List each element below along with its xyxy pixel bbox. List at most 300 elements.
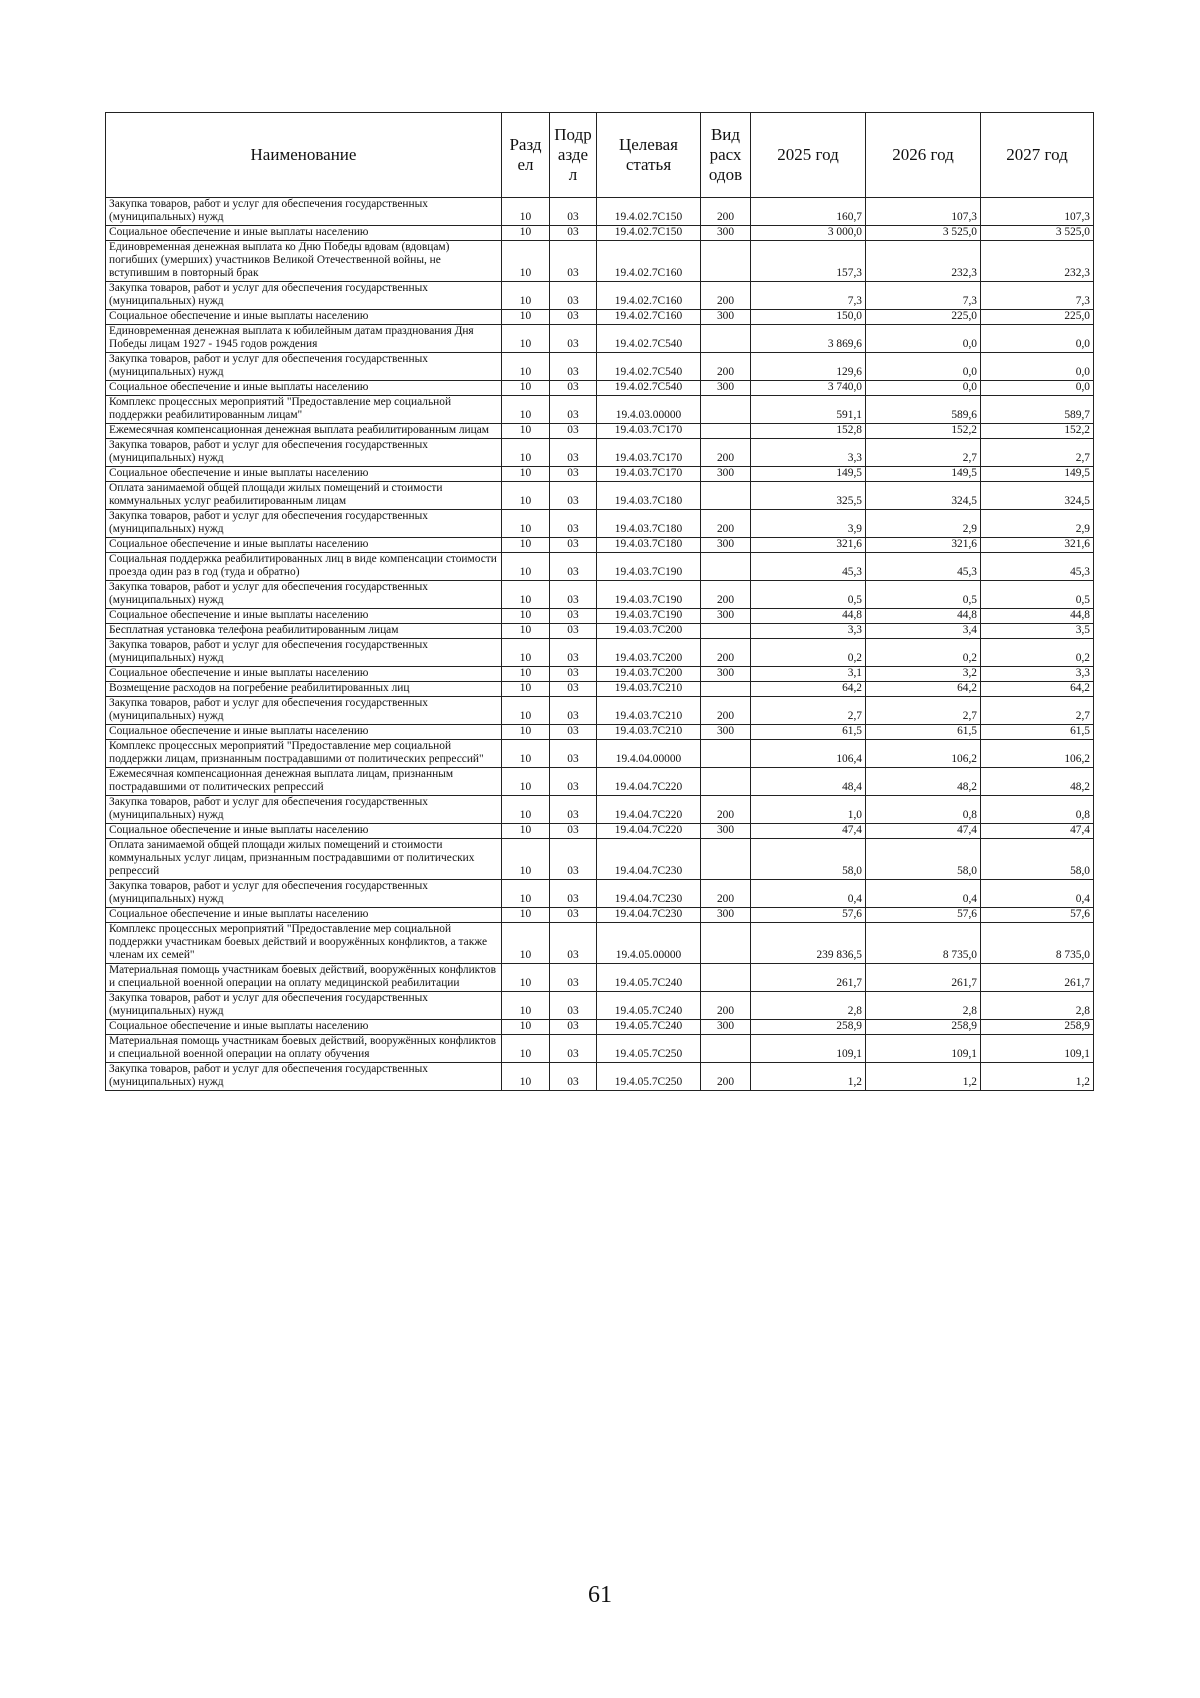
cell-name: Социальное обеспечение и иные выплаты населению <box>106 609 502 624</box>
cell-razdel: 10 <box>502 381 550 396</box>
table-row <box>106 226 1094 241</box>
cell-target: 19.4.04.7С220 <box>597 768 701 796</box>
cell-name: Закупка товаров, работ и услуг для обеспечения государственных (муниципальных) нужд <box>106 581 502 609</box>
cell-2027: 152,2 <box>981 424 1094 439</box>
cell-2027: 0,4 <box>981 880 1094 908</box>
table-row <box>106 467 1094 482</box>
cell-razdel: 10 <box>502 553 550 581</box>
cell-2026: 48,2 <box>866 768 981 796</box>
cell-2026: 44,8 <box>866 609 981 624</box>
cell-podrazdel: 03 <box>550 553 597 581</box>
cell-name: Социальное обеспечение и иные выплаты населению <box>106 381 502 396</box>
cell-2027: 324,5 <box>981 482 1094 510</box>
cell-2025: 591,1 <box>751 396 866 424</box>
cell-podrazdel: 03 <box>550 1020 597 1035</box>
table-row <box>106 241 1094 282</box>
table-row <box>106 310 1094 325</box>
cell-razdel: 10 <box>502 439 550 467</box>
cell-target: 19.4.02.7С150 <box>597 226 701 241</box>
table-row <box>106 667 1094 682</box>
cell-name: Оплата занимаемой общей площади жилых помещений и стоимости коммунальных услуг лицам, признанным пострадавшими от политических репрессий <box>106 839 502 880</box>
cell-vid: 200 <box>701 581 751 609</box>
cell-podrazdel: 03 <box>550 725 597 740</box>
table-header <box>106 113 1094 198</box>
cell-name: Бесплатная установка телефона реабилитированным лицам <box>106 624 502 639</box>
cell-2026: 2,9 <box>866 510 981 538</box>
table-row <box>106 682 1094 697</box>
table-row <box>106 353 1094 381</box>
cell-vid: 200 <box>701 1063 751 1091</box>
cell-vid <box>701 424 751 439</box>
cell-target: 19.4.04.7С220 <box>597 824 701 839</box>
cell-vid <box>701 325 751 353</box>
cell-podrazdel: 03 <box>550 908 597 923</box>
cell-podrazdel: 03 <box>550 768 597 796</box>
cell-name: Закупка товаров, работ и услуг для обеспечения государственных (муниципальных) нужд <box>106 1063 502 1091</box>
table-row <box>106 725 1094 740</box>
cell-razdel: 10 <box>502 226 550 241</box>
cell-2027: 0,0 <box>981 325 1094 353</box>
cell-2027: 57,6 <box>981 908 1094 923</box>
cell-target: 19.4.03.7С210 <box>597 682 701 697</box>
cell-2027: 109,1 <box>981 1035 1094 1063</box>
cell-2026: 232,3 <box>866 241 981 282</box>
cell-target: 19.4.03.7С170 <box>597 439 701 467</box>
cell-2025: 261,7 <box>751 964 866 992</box>
cell-name: Социальная поддержка реабилитированных лиц в виде компенсации стоимости проезда один раз в год (туда и обратно) <box>106 553 502 581</box>
table-row <box>106 1020 1094 1035</box>
cell-vid: 300 <box>701 1020 751 1035</box>
cell-name: Материальная помощь участникам боевых действий, вооружённых конфликтов и специальной военной операции на оплату обучения <box>106 1035 502 1063</box>
table-row <box>106 908 1094 923</box>
cell-2027: 2,7 <box>981 697 1094 725</box>
table-row <box>106 796 1094 824</box>
cell-vid: 300 <box>701 381 751 396</box>
cell-vid: 200 <box>701 439 751 467</box>
cell-name: Ежемесячная компенсационная денежная выплата лицам, признанным пострадавшими от политических репрессий <box>106 768 502 796</box>
table-row <box>106 624 1094 639</box>
cell-2027: 8 735,0 <box>981 923 1094 964</box>
col-header-name: Наименование <box>106 113 502 198</box>
cell-razdel: 10 <box>502 510 550 538</box>
cell-vid <box>701 839 751 880</box>
cell-target: 19.4.03.7С180 <box>597 510 701 538</box>
cell-razdel: 10 <box>502 624 550 639</box>
cell-2026: 0,0 <box>866 381 981 396</box>
cell-2027: 2,9 <box>981 510 1094 538</box>
cell-2026: 321,6 <box>866 538 981 553</box>
cell-2025: 48,4 <box>751 768 866 796</box>
cell-razdel: 10 <box>502 682 550 697</box>
cell-2027: 44,8 <box>981 609 1094 624</box>
cell-podrazdel: 03 <box>550 581 597 609</box>
cell-target: 19.4.03.7С200 <box>597 624 701 639</box>
cell-podrazdel: 03 <box>550 1035 597 1063</box>
cell-podrazdel: 03 <box>550 381 597 396</box>
cell-2026: 0,0 <box>866 325 981 353</box>
cell-target: 19.4.05.7С250 <box>597 1035 701 1063</box>
cell-vid <box>701 553 751 581</box>
cell-name: Социальное обеспечение и иные выплаты населению <box>106 725 502 740</box>
cell-2027: 3,3 <box>981 667 1094 682</box>
cell-2026: 258,9 <box>866 1020 981 1035</box>
cell-name: Социальное обеспечение и иные выплаты населению <box>106 1020 502 1035</box>
cell-podrazdel: 03 <box>550 667 597 682</box>
budget-table <box>105 112 1094 1091</box>
cell-name: Комплекс процессных мероприятий "Предоставление мер социальной поддержки участникам боевых действий и вооружённых конфликтов, а также членам их семей" <box>106 923 502 964</box>
cell-2026: 61,5 <box>866 725 981 740</box>
table-row <box>106 482 1094 510</box>
cell-podrazdel: 03 <box>550 964 597 992</box>
cell-podrazdel: 03 <box>550 740 597 768</box>
cell-2027: 0,8 <box>981 796 1094 824</box>
col-header-target: Целевая статья <box>597 113 701 198</box>
cell-2027: 232,3 <box>981 241 1094 282</box>
cell-2026: 589,6 <box>866 396 981 424</box>
cell-podrazdel: 03 <box>550 424 597 439</box>
cell-name: Комплекс процессных мероприятий "Предоставление мер социальной поддержки лицам, признанным пострадавшими от политических репрессий" <box>106 740 502 768</box>
cell-razdel: 10 <box>502 923 550 964</box>
cell-2025: 3,1 <box>751 667 866 682</box>
cell-target: 19.4.03.7С190 <box>597 609 701 624</box>
cell-razdel: 10 <box>502 908 550 923</box>
cell-2025: 47,4 <box>751 824 866 839</box>
cell-2027: 0,5 <box>981 581 1094 609</box>
cell-2026: 8 735,0 <box>866 923 981 964</box>
cell-2025: 61,5 <box>751 725 866 740</box>
cell-2025: 3 000,0 <box>751 226 866 241</box>
cell-2025: 325,5 <box>751 482 866 510</box>
cell-2027: 2,8 <box>981 992 1094 1020</box>
cell-2025: 3,3 <box>751 439 866 467</box>
cell-2026: 47,4 <box>866 824 981 839</box>
cell-2027: 0,2 <box>981 639 1094 667</box>
cell-2025: 44,8 <box>751 609 866 624</box>
cell-name: Закупка товаров, работ и услуг для обеспечения государственных (муниципальных) нужд <box>106 282 502 310</box>
cell-2026: 57,6 <box>866 908 981 923</box>
cell-2027: 225,0 <box>981 310 1094 325</box>
cell-podrazdel: 03 <box>550 880 597 908</box>
cell-podrazdel: 03 <box>550 1063 597 1091</box>
cell-2025: 106,4 <box>751 740 866 768</box>
cell-vid: 200 <box>701 353 751 381</box>
cell-2026: 149,5 <box>866 467 981 482</box>
cell-razdel: 10 <box>502 325 550 353</box>
cell-2027: 58,0 <box>981 839 1094 880</box>
col-header-podrazdel: Подр азде л <box>550 113 597 198</box>
cell-2025: 3 869,6 <box>751 325 866 353</box>
cell-2026: 0,8 <box>866 796 981 824</box>
cell-2027: 64,2 <box>981 682 1094 697</box>
cell-2026: 106,2 <box>866 740 981 768</box>
cell-podrazdel: 03 <box>550 796 597 824</box>
cell-2027: 2,7 <box>981 439 1094 467</box>
cell-name: Единовременная денежная выплата ко Дню Победы вдовам (вдовцам) погибших (умерших) участников Великой Отечественной войны, не вступившим в повторный брак <box>106 241 502 282</box>
cell-razdel: 10 <box>502 609 550 624</box>
cell-name: Единовременная денежная выплата к юбилейным датам празднования Дня Победы лицам 1927 - 1945 годов рождения <box>106 325 502 353</box>
cell-2026: 3,2 <box>866 667 981 682</box>
cell-2025: 109,1 <box>751 1035 866 1063</box>
cell-name: Социальное обеспечение и иные выплаты населению <box>106 824 502 839</box>
cell-2026: 3 525,0 <box>866 226 981 241</box>
cell-name: Возмещение расходов на погребение реабилитированных лиц <box>106 682 502 697</box>
table-row <box>106 538 1094 553</box>
col-header-2026: 2026 год <box>866 113 981 198</box>
cell-2026: 2,7 <box>866 697 981 725</box>
cell-name: Социальное обеспечение и иные выплаты населению <box>106 226 502 241</box>
cell-2025: 0,5 <box>751 581 866 609</box>
cell-podrazdel: 03 <box>550 226 597 241</box>
cell-vid <box>701 482 751 510</box>
col-header-razdel: Разд ел <box>502 113 550 198</box>
cell-podrazdel: 03 <box>550 282 597 310</box>
cell-target: 19.4.04.00000 <box>597 740 701 768</box>
table-row <box>106 381 1094 396</box>
cell-razdel: 10 <box>502 396 550 424</box>
cell-vid <box>701 1035 751 1063</box>
col-header-vid: Вид расх одов <box>701 113 751 198</box>
cell-2025: 2,8 <box>751 992 866 1020</box>
cell-razdel: 10 <box>502 725 550 740</box>
cell-razdel: 10 <box>502 467 550 482</box>
cell-name: Закупка товаров, работ и услуг для обеспечения государственных (муниципальных) нужд <box>106 796 502 824</box>
cell-name: Закупка товаров, работ и услуг для обеспечения государственных (муниципальных) нужд <box>106 697 502 725</box>
cell-2026: 64,2 <box>866 682 981 697</box>
cell-name: Материальная помощь участникам боевых действий, вооружённых конфликтов и специальной военной операции на оплату медицинской реабилитации <box>106 964 502 992</box>
cell-name: Закупка товаров, работ и услуг для обеспечения государственных (муниципальных) нужд <box>106 198 502 226</box>
cell-vid <box>701 923 751 964</box>
cell-2025: 1,2 <box>751 1063 866 1091</box>
cell-target: 19.4.03.7С190 <box>597 553 701 581</box>
table-row <box>106 768 1094 796</box>
col-header-2027: 2027 год <box>981 113 1094 198</box>
cell-2025: 45,3 <box>751 553 866 581</box>
cell-target: 19.4.05.7С240 <box>597 964 701 992</box>
cell-razdel: 10 <box>502 639 550 667</box>
cell-2026: 58,0 <box>866 839 981 880</box>
cell-razdel: 10 <box>502 964 550 992</box>
cell-vid <box>701 241 751 282</box>
cell-razdel: 10 <box>502 1020 550 1035</box>
table-row <box>106 639 1094 667</box>
cell-podrazdel: 03 <box>550 824 597 839</box>
cell-name: Закупка товаров, работ и услуг для обеспечения государственных (муниципальных) нужд <box>106 880 502 908</box>
cell-2026: 3,4 <box>866 624 981 639</box>
cell-target: 19.4.03.7С170 <box>597 467 701 482</box>
cell-razdel: 10 <box>502 667 550 682</box>
cell-razdel: 10 <box>502 353 550 381</box>
table-row <box>106 740 1094 768</box>
cell-podrazdel: 03 <box>550 682 597 697</box>
cell-2027: 7,3 <box>981 282 1094 310</box>
table-body <box>106 198 1094 1091</box>
cell-vid: 200 <box>701 510 751 538</box>
cell-razdel: 10 <box>502 538 550 553</box>
cell-2027: 61,5 <box>981 725 1094 740</box>
cell-2026: 0,5 <box>866 581 981 609</box>
cell-2026: 2,8 <box>866 992 981 1020</box>
cell-2027: 107,3 <box>981 198 1094 226</box>
table-row <box>106 839 1094 880</box>
cell-2027: 1,2 <box>981 1063 1094 1091</box>
cell-target: 19.4.02.7С540 <box>597 381 701 396</box>
cell-razdel: 10 <box>502 740 550 768</box>
cell-2025: 258,9 <box>751 1020 866 1035</box>
cell-2027: 106,2 <box>981 740 1094 768</box>
table-row <box>106 553 1094 581</box>
table-row <box>106 824 1094 839</box>
cell-vid: 200 <box>701 992 751 1020</box>
cell-target: 19.4.05.7С240 <box>597 1020 701 1035</box>
cell-vid <box>701 964 751 992</box>
cell-razdel: 10 <box>502 839 550 880</box>
cell-2025: 3,3 <box>751 624 866 639</box>
cell-2026: 1,2 <box>866 1063 981 1091</box>
cell-2025: 3 740,0 <box>751 381 866 396</box>
cell-2027: 48,2 <box>981 768 1094 796</box>
table-row <box>106 923 1094 964</box>
cell-name: Закупка товаров, работ и услуг для обеспечения государственных (муниципальных) нужд <box>106 992 502 1020</box>
cell-2025: 1,0 <box>751 796 866 824</box>
table-row <box>106 992 1094 1020</box>
cell-vid: 200 <box>701 880 751 908</box>
cell-podrazdel: 03 <box>550 198 597 226</box>
cell-podrazdel: 03 <box>550 396 597 424</box>
cell-razdel: 10 <box>502 198 550 226</box>
cell-2027: 0,0 <box>981 381 1094 396</box>
cell-target: 19.4.02.7С160 <box>597 241 701 282</box>
cell-2027: 45,3 <box>981 553 1094 581</box>
cell-target: 19.4.03.7С180 <box>597 538 701 553</box>
cell-name: Закупка товаров, работ и услуг для обеспечения государственных (муниципальных) нужд <box>106 439 502 467</box>
cell-vid: 200 <box>701 639 751 667</box>
cell-target: 19.4.02.7С160 <box>597 310 701 325</box>
table-row <box>106 880 1094 908</box>
cell-target: 19.4.03.00000 <box>597 396 701 424</box>
cell-razdel: 10 <box>502 1035 550 1063</box>
cell-2026: 45,3 <box>866 553 981 581</box>
cell-2026: 0,4 <box>866 880 981 908</box>
cell-target: 19.4.03.7С210 <box>597 725 701 740</box>
cell-2027: 3,5 <box>981 624 1094 639</box>
cell-2026: 324,5 <box>866 482 981 510</box>
cell-podrazdel: 03 <box>550 353 597 381</box>
cell-name: Комплекс процессных мероприятий "Предоставление мер социальной поддержки реабилитированным лицам" <box>106 396 502 424</box>
cell-razdel: 10 <box>502 796 550 824</box>
cell-target: 19.4.03.7С210 <box>597 697 701 725</box>
cell-2025: 7,3 <box>751 282 866 310</box>
cell-podrazdel: 03 <box>550 510 597 538</box>
cell-vid: 300 <box>701 310 751 325</box>
page-number: 61 <box>588 1582 612 1608</box>
cell-2025: 160,7 <box>751 198 866 226</box>
table-row <box>106 581 1094 609</box>
cell-vid <box>701 682 751 697</box>
cell-2025: 157,3 <box>751 241 866 282</box>
cell-vid: 300 <box>701 226 751 241</box>
cell-target: 19.4.04.7С230 <box>597 880 701 908</box>
cell-name: Закупка товаров, работ и услуг для обеспечения государственных (муниципальных) нужд <box>106 639 502 667</box>
cell-podrazdel: 03 <box>550 467 597 482</box>
table-row <box>106 697 1094 725</box>
cell-target: 19.4.03.7С180 <box>597 482 701 510</box>
cell-2026: 152,2 <box>866 424 981 439</box>
cell-razdel: 10 <box>502 241 550 282</box>
cell-vid <box>701 768 751 796</box>
cell-razdel: 10 <box>502 310 550 325</box>
cell-target: 19.4.02.7С160 <box>597 282 701 310</box>
cell-vid: 300 <box>701 667 751 682</box>
cell-name: Закупка товаров, работ и услуг для обеспечения государственных (муниципальных) нужд <box>106 353 502 381</box>
cell-vid: 300 <box>701 609 751 624</box>
cell-razdel: 10 <box>502 992 550 1020</box>
table-row <box>106 424 1094 439</box>
cell-2027: 261,7 <box>981 964 1094 992</box>
table-row <box>106 198 1094 226</box>
cell-podrazdel: 03 <box>550 923 597 964</box>
cell-2025: 0,2 <box>751 639 866 667</box>
cell-2025: 0,4 <box>751 880 866 908</box>
cell-vid: 200 <box>701 697 751 725</box>
cell-target: 19.4.03.7С200 <box>597 639 701 667</box>
cell-target: 19.4.05.00000 <box>597 923 701 964</box>
cell-name: Ежемесячная компенсационная денежная выплата реабилитированным лицам <box>106 424 502 439</box>
cell-2026: 107,3 <box>866 198 981 226</box>
cell-razdel: 10 <box>502 880 550 908</box>
cell-target: 19.4.03.7С190 <box>597 581 701 609</box>
table-row <box>106 396 1094 424</box>
cell-vid <box>701 396 751 424</box>
cell-name: Оплата занимаемой общей площади жилых помещений и стоимости коммунальных услуг реабилитированным лицам <box>106 482 502 510</box>
cell-target: 19.4.05.7С250 <box>597 1063 701 1091</box>
cell-2027: 3 525,0 <box>981 226 1094 241</box>
cell-2027: 321,6 <box>981 538 1094 553</box>
cell-2026: 7,3 <box>866 282 981 310</box>
table-row <box>106 609 1094 624</box>
cell-2027: 589,7 <box>981 396 1094 424</box>
cell-2025: 2,7 <box>751 697 866 725</box>
cell-2026: 261,7 <box>866 964 981 992</box>
cell-name: Социальное обеспечение и иные выплаты населению <box>106 908 502 923</box>
cell-2027: 149,5 <box>981 467 1094 482</box>
table-row <box>106 282 1094 310</box>
cell-target: 19.4.04.7С230 <box>597 908 701 923</box>
cell-2025: 150,0 <box>751 310 866 325</box>
cell-name: Социальное обеспечение и иные выплаты населению <box>106 310 502 325</box>
cell-2026: 0,0 <box>866 353 981 381</box>
cell-razdel: 10 <box>502 824 550 839</box>
table-row <box>106 1063 1094 1091</box>
col-header-2025: 2025 год <box>751 113 866 198</box>
cell-2027: 0,0 <box>981 353 1094 381</box>
cell-podrazdel: 03 <box>550 609 597 624</box>
cell-razdel: 10 <box>502 482 550 510</box>
cell-podrazdel: 03 <box>550 439 597 467</box>
cell-vid: 300 <box>701 725 751 740</box>
cell-name: Социальное обеспечение и иные выплаты населению <box>106 538 502 553</box>
cell-podrazdel: 03 <box>550 697 597 725</box>
cell-target: 19.4.03.7С170 <box>597 424 701 439</box>
cell-name: Закупка товаров, работ и услуг для обеспечения государственных (муниципальных) нужд <box>106 510 502 538</box>
cell-razdel: 10 <box>502 581 550 609</box>
cell-vid: 300 <box>701 824 751 839</box>
cell-target: 19.4.05.7С240 <box>597 992 701 1020</box>
cell-name: Социальное обеспечение и иные выплаты населению <box>106 467 502 482</box>
cell-2027: 258,9 <box>981 1020 1094 1035</box>
table-row <box>106 964 1094 992</box>
cell-vid: 300 <box>701 467 751 482</box>
cell-2026: 2,7 <box>866 439 981 467</box>
